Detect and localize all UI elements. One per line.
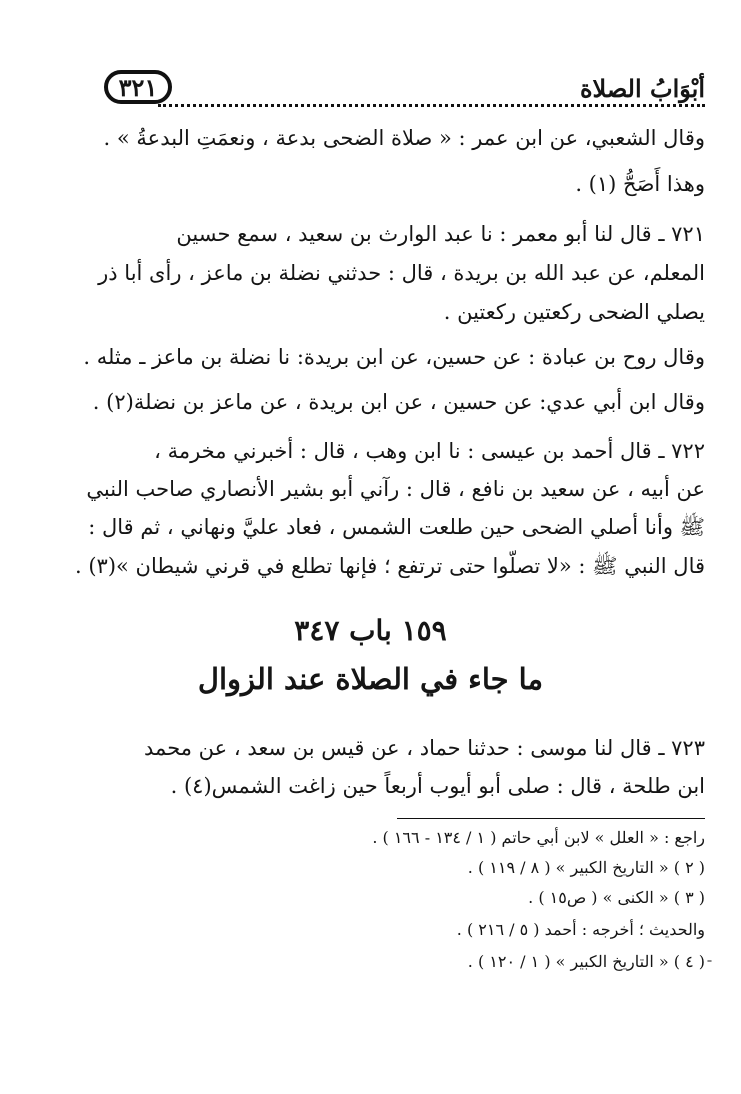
footnote-divider (397, 818, 705, 819)
riwaya-line-1: وقال روح بن عبادة : عن حسين، عن ابن بريدة: نا نضلة بن ماعز ـ مثله . (83, 345, 705, 369)
hadith-721-line-3: يصلي الضحى ركعتين ركعتين . (443, 300, 705, 324)
footnote-1: راجع : « العلل » لابن أبي حاتم ( ١ / ١٣٤ - ١٦٦ ) . (372, 828, 705, 847)
footnote-2: ( ٢ ) « التاريخ الكبير » ( ٨ / ١١٩ ) . (467, 858, 705, 877)
chapter-number-heading: ١٥٩ باب ٣٤٧ (294, 614, 447, 647)
hadith-723-line-1: ٧٢٣ ـ قال لنا موسى : حدثنا حماد ، عن قيس بن سعد ، عن محمد (144, 736, 705, 760)
hadith-722-line-1: ٧٢٢ ـ قال أحمد بن عيسى : نا ابن وهب ، قال : أخبرني مخرمة ، (154, 439, 705, 463)
footnote-5: ( ٤ ) « التاريخ الكبير » ( ١ / ١٢٠ ) . (467, 952, 705, 971)
hadith-723-line-2: ابن طلحة ، قال : صلى أبو أيوب أربعاً حين زاغت الشمس(٤) . (170, 774, 705, 798)
hadith-721-line-2: المعلم، عن عبد الله بن بريدة ، قال : حدثني نضلة بن ماعز ، رأى أبا ذر (98, 261, 705, 285)
hadith-721-line-1: ٧٢١ ـ قال لنا أبو معمر : نا عبد الوارث بن سعيد ، سمع حسين (176, 222, 705, 246)
margin-mark: ˉ (706, 959, 713, 975)
footnote-3: ( ٣ ) « الكنى » ( ص١٥ ) . (528, 888, 705, 907)
page-number: ٣٢١ (104, 70, 172, 104)
body-line-2: وهذا أَصَحُّ (١) . (575, 172, 705, 196)
hadith-722-line-3: ﷺ وأنا أصلي الضحى حين طلعت الشمس ، فعاد عليَّ ونهاني ، ثم قال : (88, 515, 705, 539)
running-title: أبْوَابُ الصلاة (579, 74, 705, 103)
hadith-722-line-4: قال النبي ﷺ : «لا تصلّوا حتى ترتفع ؛ فإنها تطلع في قرني شيطان »(٣) . (74, 554, 705, 578)
hadith-722-line-2: عن أبيه ، عن سعيد بن نافع ، قال : رآني أبو بشير الأنصاري صاحب النبي (86, 477, 705, 501)
riwaya-line-2: وقال ابن أبي عدي: عن حسين ، عن ابن بريدة ، عن ماعز بن نضلة(٢) . (92, 390, 705, 414)
chapter-title-heading: ما جاء في الصلاة عند الزوال (197, 662, 544, 696)
footnote-4: والحديث ؛ أخرجه : أحمد ( ٥ / ٢١٦ ) . (456, 920, 705, 939)
body-line-1: وقال الشعبي، عن ابن عمر : « صلاة الضحى بدعة ، ونعمَتِ البدعةُ » . (103, 126, 705, 150)
header-rule (158, 104, 705, 107)
